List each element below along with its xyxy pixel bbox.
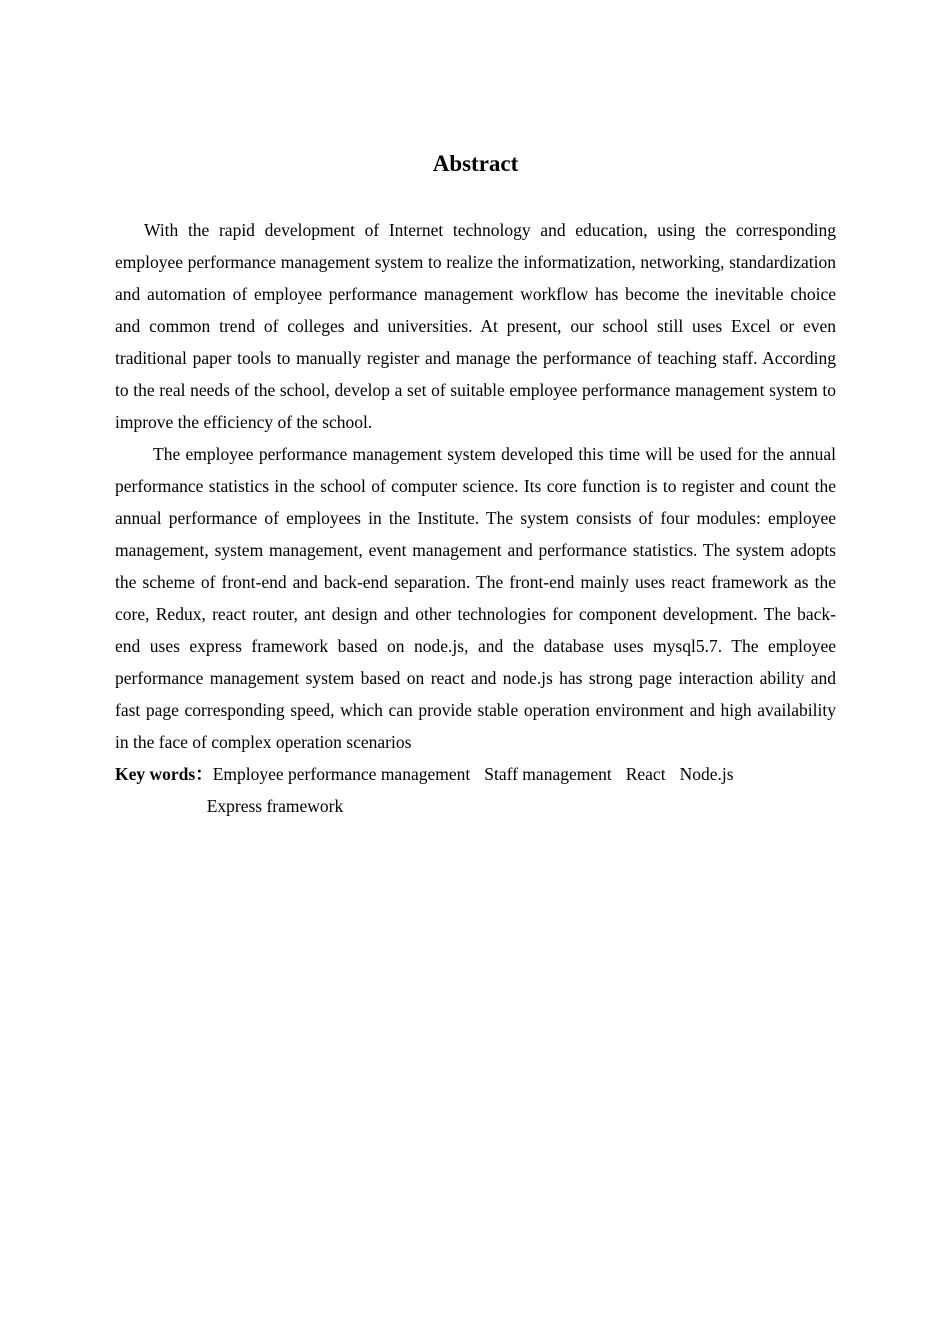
- keywords-list: [207, 758, 836, 822]
- abstract-section: [115, 148, 836, 822]
- keyword-item: Express framework: [206, 796, 344, 816]
- keywords-label: Key words：: [115, 764, 213, 784]
- abstract-paragraph-1: With the rapid development of Internet technology and education, using the corresponding employee performance management system to realize the informatization, networking, standardization and automation of employee performance management workflow has become the inevitable choice and common trend of colleges and universities. At present, our school still uses Excel or even traditional paper tools to manually register and manage the performance of teaching staff. According to the real needs of the school, develop a set of suitable employee performance management system to improve the efficiency of the school.: [115, 220, 836, 432]
- keyword-item: Node.js: [679, 764, 734, 784]
- abstract-paragraph-2: The employee performance management system developed this time will be used for the annual performance statistics in the school of computer science. Its core function is to register and count the annual performance of employees in the Institute. The system consists of four modules: employee management, system management, event management and performance statistics. The system adopts the scheme of front-end and back-end separation. The front-end mainly uses react framework as the core, Redux, react router, ant design and other technologies for component development. The back-end uses express framework based on node.js, and the database uses mysql5.7. The employee performance management system based on react and node.js has strong page interaction ability and fast page corresponding speed, which can provide stable operation environment and high availability in the face of complex operation scenarios: [115, 444, 836, 752]
- keyword-item: Staff management: [484, 764, 612, 784]
- keyword-item: React: [625, 764, 666, 784]
- abstract-title: Abstract: [432, 151, 519, 176]
- keywords-line: [115, 758, 836, 822]
- keyword-item: Employee performance management: [212, 764, 471, 784]
